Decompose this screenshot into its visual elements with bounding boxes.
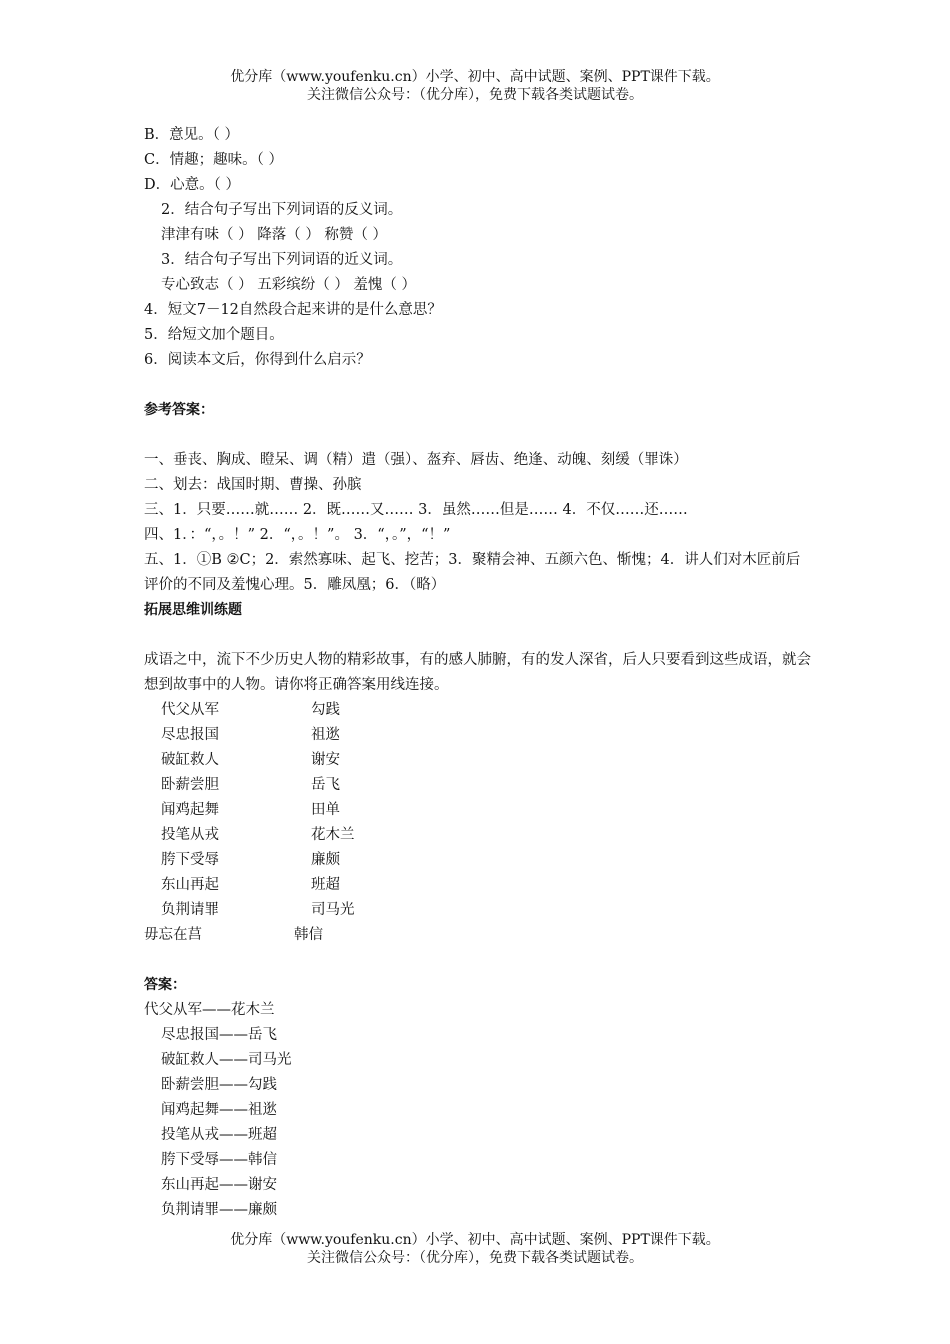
idiom: 东山再起 xyxy=(161,877,219,893)
question-3: 3．结合句子写出下列词语的近义词。 xyxy=(161,252,403,268)
header-line-1: 优分库（www.youfenku.cn）小学、初中、高中试题、案例、PPT课件下载。 xyxy=(230,69,720,85)
footer-line-2: 关注微信公众号：（优分库），免费下载各类试题试卷。 xyxy=(307,1250,643,1266)
person: 司马光 xyxy=(311,902,355,918)
solution-line: 东山再起——谢安 xyxy=(161,1177,277,1193)
option-b: B．意见。（ ） xyxy=(144,127,240,143)
matching-row xyxy=(144,748,814,773)
matching-row-last xyxy=(144,923,814,948)
idiom: 胯下受辱 xyxy=(161,852,219,868)
matching-row xyxy=(144,823,814,848)
person: 花木兰 xyxy=(311,827,355,843)
page-header xyxy=(0,68,950,104)
solution-list xyxy=(144,998,814,1223)
page-footer xyxy=(0,1231,950,1267)
extension-title: 拓展思维训练题 xyxy=(144,602,242,618)
idiom: 代父从军 xyxy=(161,702,219,718)
matching-row xyxy=(144,698,814,723)
person: 田单 xyxy=(311,802,340,818)
answer-4: 四、1．：“，。！” 2．“，。！”。 3．“，。”，“！” xyxy=(144,527,451,543)
solution-line: 破缸救人——司马光 xyxy=(161,1052,292,1068)
matching-row xyxy=(144,773,814,798)
solution-line: 卧薪尝胆——勾践 xyxy=(161,1077,277,1093)
extension-intro: 成语之中，流下不少历史人物的精彩故事，有的感人肺腑，有的发人深省，后人只要看到这些成语，就会想到故事中的人物。请你将正确答案用线连接。 xyxy=(144,652,811,693)
idiom: 毋忘在莒 xyxy=(144,927,202,943)
matching-row xyxy=(144,723,814,748)
question-2: 2．结合句子写出下列词语的反义词。 xyxy=(161,202,403,218)
question-4: 4．短文7－12自然段合起来讲的是什么意思？ xyxy=(144,302,442,318)
answer-3: 三、1．只要……就…… 2．既……又…… 3．虽然……但是…… 4．不仅……还…… xyxy=(144,502,688,518)
question-6: 6．阅读本文后，你得到什么启示？ xyxy=(144,352,371,368)
person: 勾践 xyxy=(311,702,340,718)
solution-line: 尽忠报国——岳飞 xyxy=(161,1027,277,1043)
footer-line-1: 优分库（www.youfenku.cn）小学、初中、高中试题、案例、PPT课件下载。 xyxy=(230,1232,720,1248)
person: 韩信 xyxy=(294,927,323,943)
option-c: C．情趣；趣味。（ ） xyxy=(144,152,283,168)
answers-title: 参考答案： xyxy=(144,402,214,418)
header-line-2: 关注微信公众号：（优分库），免费下载各类试题试卷。 xyxy=(307,87,643,103)
matching-row xyxy=(144,798,814,823)
person: 班超 xyxy=(311,877,340,893)
solution-title: 答案： xyxy=(144,977,186,993)
idiom: 负荆请罪 xyxy=(161,902,219,918)
matching-row xyxy=(144,873,814,898)
idiom: 卧薪尝胆 xyxy=(161,777,219,793)
option-d: D．心意。（ ） xyxy=(144,177,240,193)
idiom: 破缸救人 xyxy=(161,752,219,768)
question-2-items: 津津有味（ ） 降落（ ） 称赞（ ） xyxy=(161,227,388,243)
answer-1: 一、垂丧、胸成、瞪呆、调（精）遣（强）、盔弃、唇齿、绝逢、动魄、刻缓（罪诛） xyxy=(144,452,688,468)
question-5: 5．给短文加个题目。 xyxy=(144,327,284,343)
person: 廉颇 xyxy=(311,852,340,868)
matching-list xyxy=(144,698,814,923)
question-3-items: 专心致志（ ） 五彩缤纷（ ） 羞愧（ ） xyxy=(161,277,417,293)
document-body xyxy=(144,123,814,1223)
solution-line: 负荆请罪——廉颇 xyxy=(161,1202,277,1218)
matching-row xyxy=(144,898,814,923)
solution-line: 胯下受辱——韩信 xyxy=(161,1152,277,1168)
matching-row xyxy=(144,848,814,873)
person: 谢安 xyxy=(311,752,340,768)
answer-5: 五、1．①B ②C；2．索然寡味、起飞、挖苦；3．聚精会神、五颜六色、惭愧；4．讲人们对木匠前后评价的不同及羞愧心理。5．雕凤凰；6．（略） xyxy=(144,552,801,593)
solution-line: 代父从军——花木兰 xyxy=(144,1002,275,1018)
person: 岳飞 xyxy=(311,777,340,793)
idiom: 闻鸡起舞 xyxy=(161,802,219,818)
solution-line: 闻鸡起舞——祖逖 xyxy=(161,1102,277,1118)
person: 祖逖 xyxy=(311,727,340,743)
solution-line: 投笔从戎——班超 xyxy=(161,1127,277,1143)
answer-2: 二、划去：战国时期、曹操、孙膑 xyxy=(144,477,362,493)
idiom: 投笔从戎 xyxy=(161,827,219,843)
idiom: 尽忠报国 xyxy=(161,727,219,743)
